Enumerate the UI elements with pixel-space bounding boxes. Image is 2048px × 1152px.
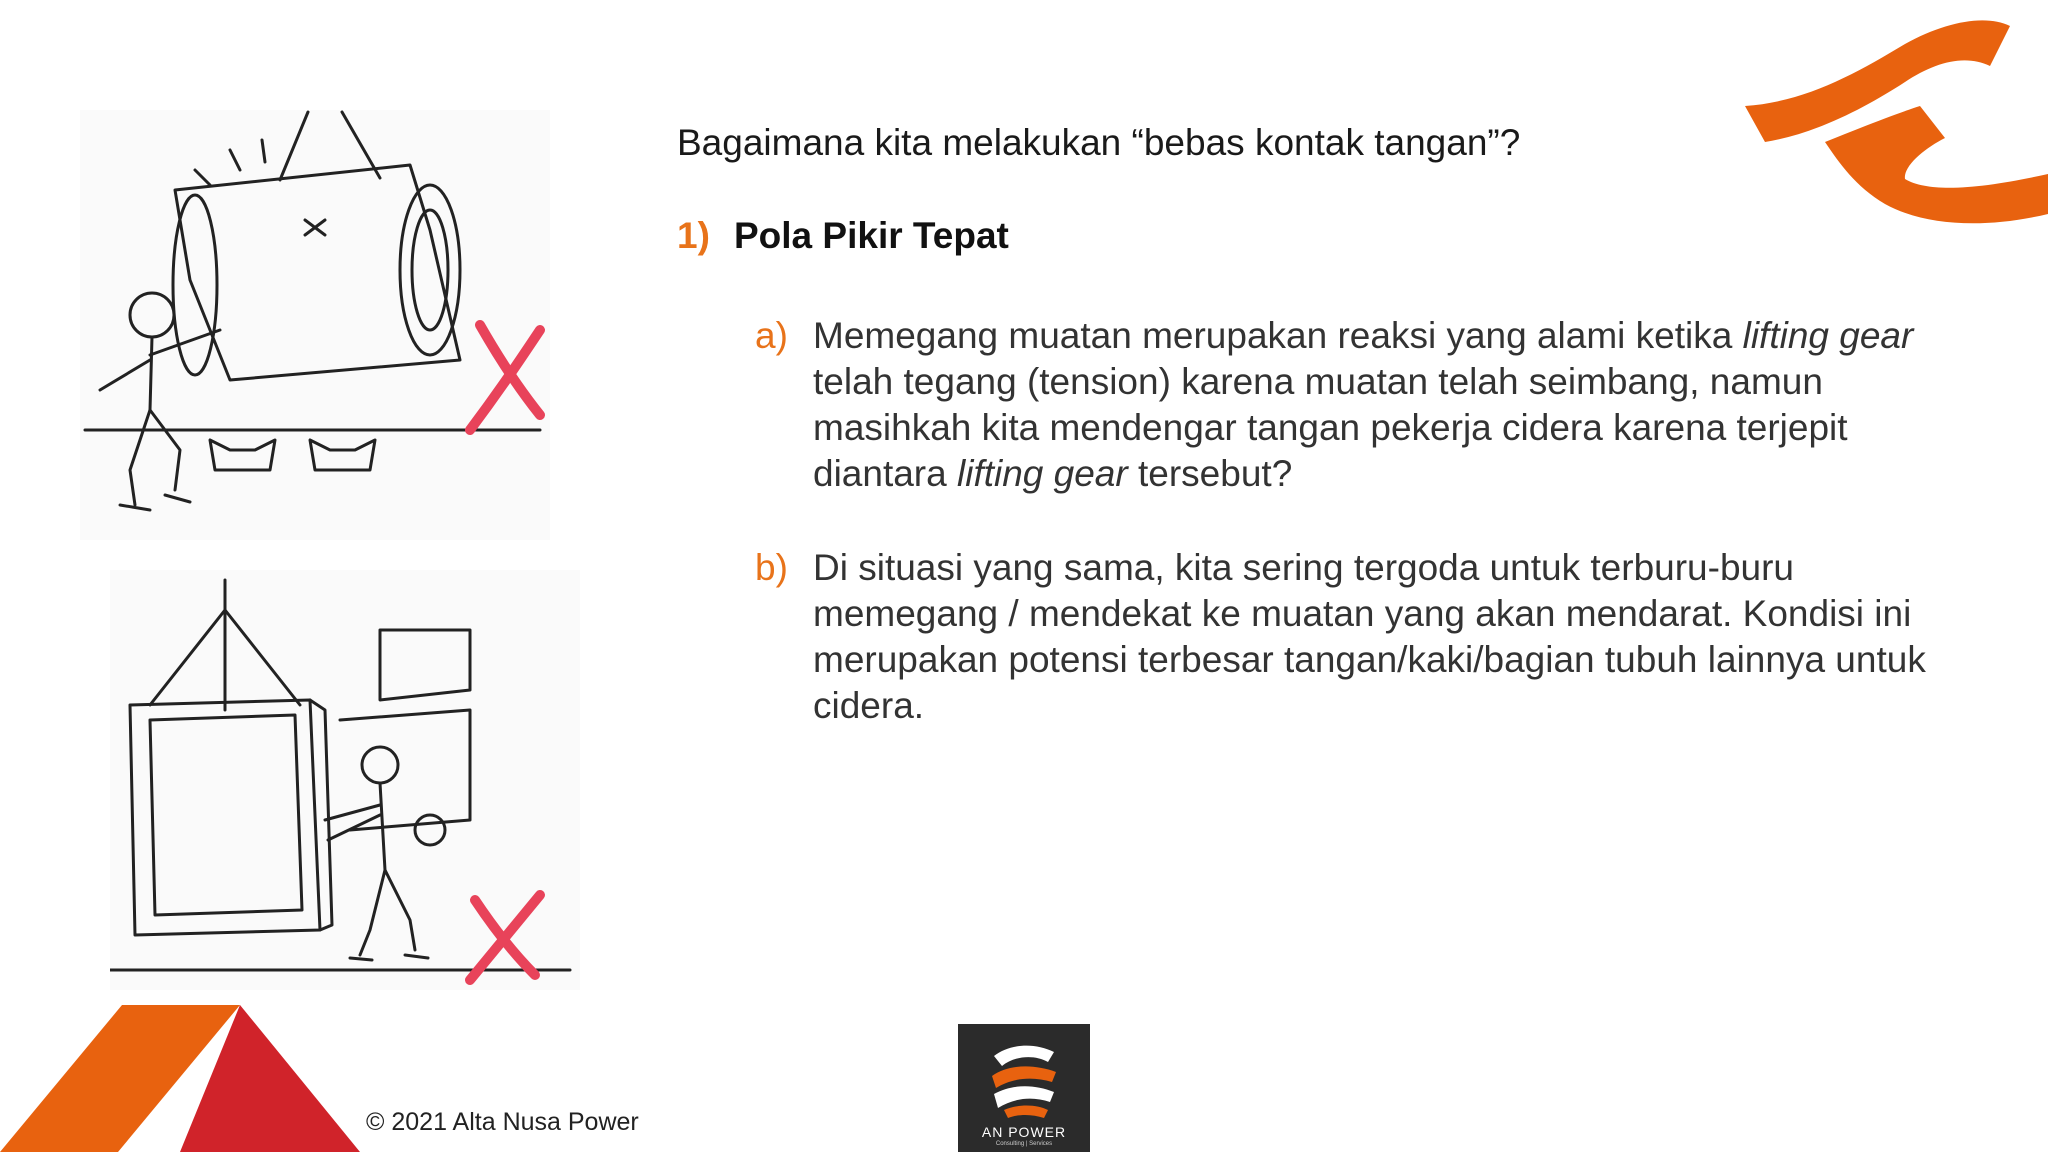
worker-pushing-load-illustration: [110, 570, 580, 990]
item-a-term-2: lifting gear: [957, 453, 1128, 494]
item-a-term-1: lifting gear: [1742, 315, 1914, 356]
cross-mark-icon: [470, 325, 540, 430]
list-item-a: [755, 313, 1927, 497]
item-a-part-3: tersebut?: [1127, 453, 1293, 494]
slide-question: Bagaimana kita melakukan “bebas kontak tangan”?: [677, 122, 1521, 163]
section-number: 1): [677, 215, 710, 256]
corner-chevron-decoration: [0, 1005, 360, 1152]
an-power-logo-icon: [984, 1036, 1064, 1120]
item-a-part-1: Memegang muatan merupakan reaksi yang alami ketika: [813, 315, 1743, 356]
section-title: Pola Pikir Tepat: [734, 215, 1009, 256]
copyright-text: © 2021 Alta Nusa Power: [366, 1108, 639, 1136]
item-text-a: [813, 315, 1913, 494]
slide-content: [677, 118, 1927, 729]
section-heading: [677, 215, 1927, 265]
item-letter-a: a): [755, 315, 788, 356]
item-text-b: Di situasi yang sama, kita sering tergoda untuk terburu-buru memegang / mendekat ke muatan yang akan mendarat. Kondisi ini merupakan potensi terbesar tangan/kaki/bagian tubuh lainnya untuk cidera.: [813, 547, 1926, 726]
cross-mark-icon: [470, 895, 540, 980]
list-item-b: [755, 545, 1927, 729]
brand-logo-box: [958, 1024, 1090, 1152]
brand-name: AN POWER: [981, 1124, 1067, 1140]
item-letter-b: b): [755, 547, 788, 588]
brand-tagline: Consulting | Services: [995, 1141, 1053, 1147]
worker-hit-by-load-illustration: [80, 110, 550, 540]
item-a-part-2: telah tegang (tension) karena muatan telah seimbang, namun masihkah kita mendengar tangan pekerja cidera karena terjepit diantara: [813, 361, 1848, 494]
